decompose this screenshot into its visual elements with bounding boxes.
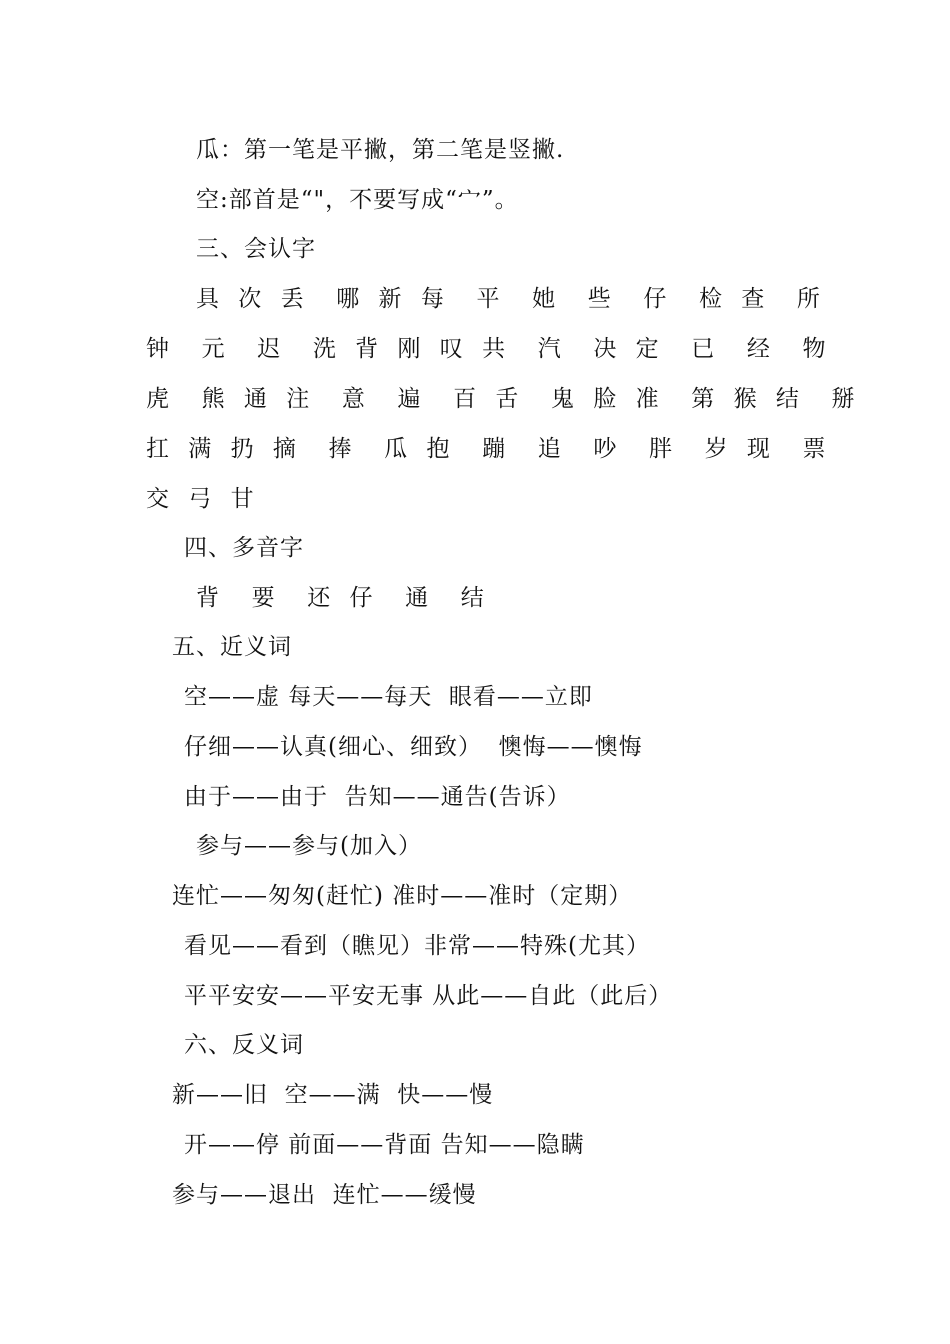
character-row-3: 虎 熊 通 注 意 遍 百 舌 鬼 脸 准 第 猴 结 掰 xyxy=(146,386,861,412)
character-row-4: 扛 满 扔 摘 捧 瓜 抱 蹦 追 吵 胖 岁 现 票 xyxy=(146,436,832,462)
antonym-row-2: 开——停 前面——背面 告知——隐瞒 xyxy=(184,1132,585,1158)
character-row-1: 具 次 丢 哪 新 每 平 她 些 仔 检 查 所 xyxy=(196,286,826,312)
antonym-row-1: 新——旧 空——满 快——慢 xyxy=(172,1082,494,1108)
section-heading-synonyms: 五、近义词 xyxy=(172,634,292,660)
section-heading-recognize-chars: 三、会认字 xyxy=(196,236,316,262)
character-row-5: 交 弓 甘 xyxy=(146,486,260,512)
character-row-2: 钟 元 迟 洗 背 刚 叹 共 汽 决 定 已 经 物 xyxy=(146,336,832,362)
synonym-row-4: 参与——参与(加入） xyxy=(196,833,422,859)
synonym-row-7: 平平安安——平安无事 从此——自此（此后） xyxy=(184,983,673,1009)
synonym-row-6: 看见——看到（瞧见）非常——特殊(尤其） xyxy=(184,933,650,959)
synonym-row-1: 空——虚 每天——每天 眼看——立即 xyxy=(184,684,593,710)
antonym-row-3: 参与——退出 连忙——缓慢 xyxy=(172,1182,477,1208)
polyphonic-char-row: 背 要 还 仔 通 结 xyxy=(196,585,490,611)
synonym-row-2: 仔细——认真(细心、细致） 懊悔——懊悔 xyxy=(184,734,643,760)
section-heading-antonyms: 六、反义词 xyxy=(184,1032,304,1058)
radical-note-kong: 空:部首是“"，不要写成“宀”。 xyxy=(196,187,519,213)
synonym-row-5: 连忙——匆匆(赶忙) 准时——准时（定期） xyxy=(172,883,633,909)
stroke-note-gua: 瓜：第一笔是平撇，第二笔是竖撇. xyxy=(196,137,565,163)
section-heading-polyphonic-chars: 四、多音字 xyxy=(184,535,304,561)
synonym-row-3: 由于——由于 告知——通告(告诉） xyxy=(184,784,571,810)
